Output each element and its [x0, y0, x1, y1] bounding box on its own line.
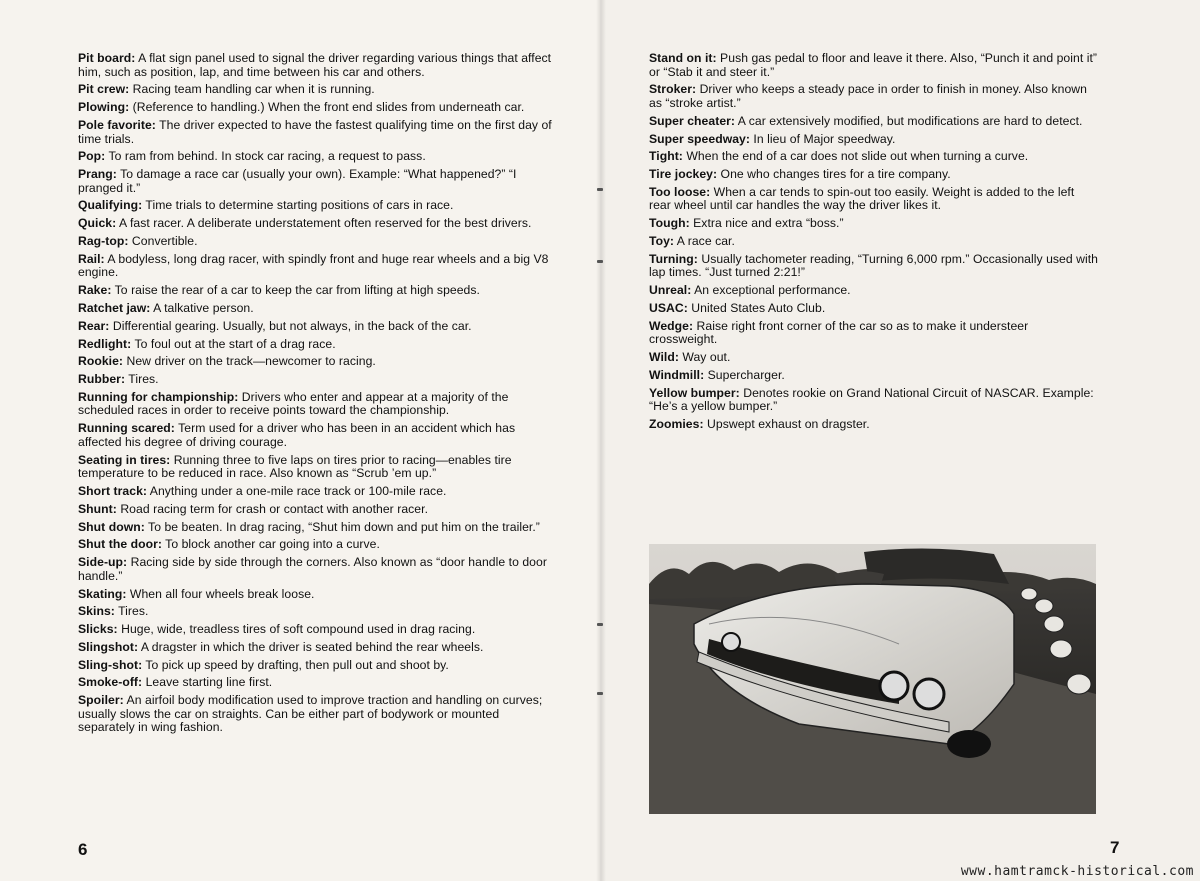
glossary-entry: [78, 373, 556, 387]
glossary-entry: [649, 284, 1099, 298]
glossary-entry: [78, 235, 556, 249]
glossary-term: Skating:: [78, 586, 127, 601]
glossary-definition: New driver on the track—newcomer to racing.: [123, 354, 376, 369]
glossary-definition: To block another car going into a curve.: [161, 537, 380, 552]
glossary-term: Too loose:: [649, 184, 711, 199]
glossary-entry: [78, 659, 556, 673]
glossary-term: Wild:: [649, 350, 679, 365]
glossary-entry: [78, 119, 556, 146]
glossary-definition: Running three to five laps on tires prior to racing—enables tire temperature to be reduced in race. Also known as “Scrub ’em up.”: [78, 452, 512, 481]
glossary-term: Rookie:: [78, 354, 124, 369]
glossary-term: Toy:: [649, 234, 675, 249]
glossary-definition: Anything under a one-mile race track or 100-mile race.: [147, 484, 447, 498]
glossary-term: Qualifying:: [78, 198, 143, 213]
glossary-term: Turning:: [649, 251, 698, 266]
glossary-definition: Differential gearing. Usually, but not always, in the back of the car.: [109, 318, 472, 333]
watermark-url: www.hamtramck-historical.com: [960, 864, 1194, 879]
glossary-term: Stand on it:: [649, 51, 717, 65]
glossary-definition: To ram from behind. In stock car racing, a request to pass.: [105, 149, 426, 164]
car-photo-icon: [649, 544, 1096, 814]
glossary-term: Running for championship:: [78, 389, 239, 404]
glossary-definition: Huge, wide, treadless tires of soft compound used in drag racing.: [117, 622, 476, 637]
page-number-right: 7: [1110, 838, 1120, 857]
glossary-definition: Racing team handling car when it is running.: [129, 82, 375, 97]
glossary-entry: [78, 556, 556, 583]
glossary-term: Pop:: [78, 149, 106, 164]
glossary-term: Rag-top:: [78, 234, 129, 249]
glossary-term: Spoiler:: [78, 693, 124, 708]
glossary-definition: Driver who keeps a steady pace in order to finish in money. Also known as “stroke artist.”: [649, 82, 1087, 110]
glossary-definition: One who changes tires for a tire company.: [717, 167, 951, 182]
glossary-term: Windmill:: [649, 367, 705, 382]
glossary-definition: A car extensively modified, but modifications are hard to detect.: [735, 113, 1083, 128]
glossary-definition: Usually tachometer reading, “Turning 6,000 rpm.” Occasionally used with lap times. “Just turned 2:21!”: [649, 251, 1099, 280]
staple-mark: [597, 623, 603, 626]
glossary-term: Yellow bumper:: [649, 385, 740, 400]
glossary-term: Pole favorite:: [78, 117, 156, 132]
glossary-definition: A talkative person.: [150, 300, 254, 315]
book-gutter: [596, 0, 606, 881]
glossary-term: Sling-shot:: [78, 657, 143, 672]
glossary-entry: [78, 338, 556, 352]
glossary-list-right: [649, 52, 1099, 436]
glossary-term: Prang:: [78, 167, 117, 182]
page-number-left: 6: [78, 840, 88, 859]
glossary-entry: [78, 538, 556, 552]
glossary-entry: [649, 351, 1099, 365]
glossary-term: Slicks:: [78, 622, 118, 637]
glossary-term: Short track:: [78, 484, 147, 498]
glossary-term: Running scared:: [78, 421, 175, 436]
glossary-entry: [649, 115, 1099, 129]
glossary-definition: An exceptional performance.: [691, 283, 851, 298]
glossary-entry: [78, 588, 556, 602]
glossary-entry: [78, 454, 556, 481]
glossary-entry: [649, 150, 1099, 164]
glossary-definition: A flat sign panel used to signal the driver regarding various things that affect him, such as position, lap, and time between his car and others.: [78, 51, 552, 79]
muscle-car-photo: [649, 544, 1096, 814]
glossary-definition: To pick up speed by drafting, then pull out and shoot by.: [142, 657, 449, 672]
glossary-term: Unreal:: [649, 283, 692, 298]
glossary-term: Rake:: [78, 283, 112, 298]
glossary-term: USAC:: [649, 300, 688, 315]
glossary-definition: Leave starting line first.: [142, 675, 273, 690]
glossary-definition: When a car tends to spin-out too easily. Weight is added to the left rear wheel until car handles the way the driver likes it.: [649, 184, 1075, 213]
glossary-term: Tire jockey:: [649, 167, 718, 182]
glossary-entry: [649, 52, 1099, 79]
glossary-term: Quick:: [78, 216, 117, 231]
glossary-term: Plowing:: [78, 100, 130, 115]
glossary-term: Super speedway:: [649, 131, 750, 146]
glossary-entry: [78, 676, 556, 690]
glossary-entry: [78, 694, 556, 735]
glossary-definition: Way out.: [678, 350, 731, 365]
glossary-definition: (Reference to handling.) When the front end slides from underneath car.: [129, 100, 525, 115]
glossary-entry: [78, 521, 556, 535]
glossary-entry: [78, 320, 556, 334]
glossary-entry: [78, 641, 556, 655]
glossary-entry: [78, 199, 556, 213]
glossary-definition: Tires.: [114, 604, 149, 619]
glossary-entry: [649, 418, 1099, 432]
glossary-entry: [78, 503, 556, 517]
glossary-definition: A fast racer. A deliberate understatement often reserved for the best drivers.: [116, 216, 532, 231]
glossary-entry: [649, 320, 1099, 347]
glossary-definition: Push gas pedal to floor and leave it there. Also, “Punch it and point it” or “Stab it and steer it.”: [649, 51, 1098, 79]
glossary-definition: When the end of a car does not slide out when turning a curve.: [682, 149, 1029, 164]
glossary-entry: [78, 355, 556, 369]
glossary-definition: United States Auto Club.: [687, 300, 826, 315]
glossary-entry: [78, 485, 556, 499]
glossary-entry: [649, 217, 1099, 231]
glossary-term: Shut the door:: [78, 537, 162, 552]
glossary-list-left: [78, 52, 556, 739]
glossary-entry: [78, 391, 556, 418]
glossary-definition: Denotes rookie on Grand National Circuit of NASCAR. Example: “He’s a yellow bumper.”: [649, 385, 1094, 414]
glossary-term: Wedge:: [649, 318, 694, 333]
glossary-definition: A bodyless, long drag racer, with spindly front and huge rear wheels and a big V8 engine.: [78, 251, 549, 280]
glossary-term: Tight:: [649, 149, 683, 164]
glossary-definition: Drivers who enter and appear at a majority of the scheduled races in order to receive points toward the championship.: [78, 389, 509, 418]
glossary-term: Seating in tires:: [78, 452, 171, 467]
glossary-term: Shut down:: [78, 519, 145, 534]
glossary-entry: [78, 253, 556, 280]
glossary-definition: Tires.: [125, 372, 159, 387]
glossary-term: Rubber:: [78, 372, 126, 387]
glossary-term: Pit crew:: [78, 82, 130, 97]
glossary-entry: [78, 52, 556, 79]
glossary-term: Rail:: [78, 251, 105, 266]
glossary-term: Zoomies:: [649, 417, 704, 432]
glossary-entry: [78, 284, 556, 298]
glossary-definition: When all four wheels break loose.: [126, 586, 315, 601]
glossary-term: Side-up:: [78, 555, 128, 570]
glossary-term: Tough:: [649, 216, 690, 231]
glossary-definition: Term used for a driver who has been in an accident which has affected his degree of driving courage.: [78, 421, 516, 449]
staple-mark: [597, 692, 603, 695]
staple-mark: [597, 188, 603, 191]
glossary-entry: [649, 83, 1099, 110]
glossary-entry: [649, 186, 1099, 213]
glossary-entry: [649, 133, 1099, 147]
glossary-definition: Road racing term for crash or contact with another racer.: [116, 501, 428, 516]
glossary-term: Stroker:: [649, 82, 697, 97]
glossary-definition: An airfoil body modification used to improve traction and handling on curves; usually slows the car on straights. Can be either part of bodywork or mounted separately in wing fashion.: [78, 693, 543, 735]
glossary-definition: Upswept exhaust on dragster.: [703, 417, 870, 432]
glossary-entry: [78, 422, 556, 449]
glossary-definition: Raise right front corner of the car so as to make it understeer crossweight.: [649, 318, 1029, 347]
glossary-term: Shunt:: [78, 501, 117, 516]
glossary-entry: [78, 605, 556, 619]
glossary-definition: A race car.: [674, 234, 735, 249]
glossary-definition: Convertible.: [128, 234, 198, 249]
glossary-definition: A dragster in which the driver is seated behind the rear wheels.: [138, 639, 484, 654]
glossary-definition: Time trials to determine starting positions of cars in race.: [142, 198, 454, 213]
glossary-definition: Extra nice and extra “boss.”: [689, 216, 844, 231]
glossary-term: Smoke-off:: [78, 675, 143, 690]
glossary-entry: [649, 168, 1099, 182]
glossary-entry: [649, 235, 1099, 249]
glossary-term: Ratchet jaw:: [78, 300, 151, 315]
glossary-term: Slingshot:: [78, 639, 139, 654]
glossary-entry: [78, 623, 556, 637]
glossary-definition: The driver expected to have the fastest qualifying time on the first day of time trials.: [78, 117, 552, 146]
glossary-definition: To damage a race car (usually your own). Example: “What happened?” “I pranged it.”: [78, 167, 517, 195]
glossary-entry: [78, 217, 556, 231]
glossary-entry: [78, 150, 556, 164]
glossary-term: Pit board:: [78, 51, 136, 65]
glossary-term: Redlight:: [78, 336, 132, 351]
glossary-entry: [78, 101, 556, 115]
glossary-definition: Racing side by side through the corners. Also known as “door handle to door handle.”: [78, 555, 547, 583]
glossary-definition: Supercharger.: [704, 367, 785, 382]
glossary-entry: [649, 253, 1099, 280]
glossary-entry: [78, 302, 556, 316]
glossary-entry: [649, 302, 1099, 316]
glossary-entry: [78, 168, 556, 195]
glossary-term: Super cheater:: [649, 113, 736, 128]
glossary-term: Skins:: [78, 604, 115, 619]
glossary-term: Rear:: [78, 318, 110, 333]
staple-mark: [597, 260, 603, 263]
glossary-entry: [649, 369, 1099, 383]
glossary-entry: [78, 83, 556, 97]
glossary-definition: To foul out at the start of a drag race.: [131, 336, 336, 351]
glossary-definition: To be beaten. In drag racing, “Shut him down and put him on the trailer.”: [144, 519, 540, 534]
glossary-definition: In lieu of Major speedway.: [750, 131, 896, 146]
glossary-entry: [649, 387, 1099, 414]
glossary-definition: To raise the rear of a car to keep the car from lifting at high speeds.: [111, 283, 480, 298]
